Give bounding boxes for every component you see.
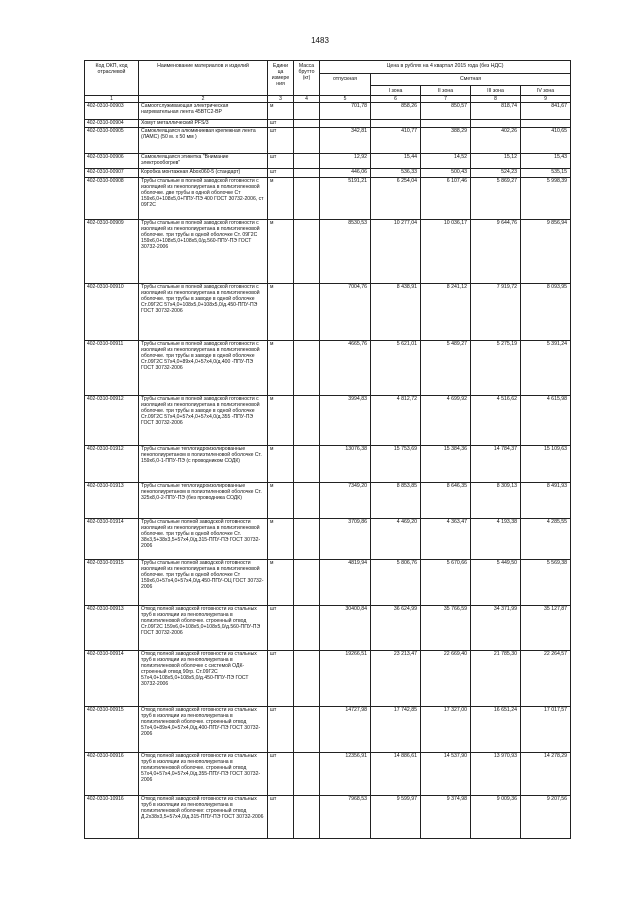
row-zone-1-price: 4 469,20 [371, 519, 421, 560]
row-zone-2-price: 10 036,17 [421, 220, 471, 284]
row-unit: шт [268, 606, 294, 651]
row-code: 402-0310-00912 [85, 396, 139, 446]
column-index: 4 [294, 96, 320, 103]
row-mass [294, 178, 320, 220]
row-release-price: 12356,91 [320, 753, 371, 796]
row-unit: м [268, 178, 294, 220]
row-zone-2-price: 35 766,59 [421, 606, 471, 651]
row-name: Отвод полной заводской готовности из стальных труб в изоляции из пенополиуретана в полиэтиленовой оболочке. строенный отвод Ст.09Г2С 159х6,0+108х5,0+108х5,0/д.560-ППУ-ПЭ ГОСТ 30732-2006 [139, 606, 268, 651]
row-zone-4-price: 5 998,39 [521, 178, 571, 220]
row-zone-3-price: 34 371,99 [471, 606, 521, 651]
row-code: 402-0310-00910 [85, 284, 139, 341]
row-zone-1-price: 8 853,85 [371, 483, 421, 519]
row-zone-2-price: 9 374,98 [421, 796, 471, 839]
table-row [85, 753, 571, 796]
row-name: Трубы стальные в полной заводской готовности с изоляцией из пенополиуретана в полиэтиленовой оболочке. две трубы в одной оболочке Ст 159х6,0+108х5,0+ППУ-ПЭ 400 ГОСТ 30732-2006, ст 09Г2С [139, 178, 268, 220]
price-table [84, 60, 571, 839]
row-name: Трубы стальные теплогидроизолированные пенополиуретаном в полиэтиленовой оболочке Ст. 159х6,0-1-ППУ-ПЭ (с проводником СОДК) [139, 446, 268, 483]
row-zone-2-price: 14 537,90 [421, 753, 471, 796]
row-zone-2-price: 4 699,92 [421, 396, 471, 446]
header-row-1 [85, 61, 571, 74]
row-zone-1-price: 4 812,72 [371, 396, 421, 446]
row-mass [294, 154, 320, 169]
row-zone-3-price: 524,23 [471, 169, 521, 178]
row-release-price: 701,78 [320, 103, 371, 120]
row-release-price: 13076,38 [320, 446, 371, 483]
row-name: Трубы стальные в полной заводской готовности с изоляцией из пенополиуретана в полиэтиленовой оболочке. три трубы в заводе в одной оболочке Ст.09Г2С 57х4,0+57х4,0+57х4,0/д.355 -ППУ-ПЭ ГОСТ 30732-2006 [139, 396, 268, 446]
row-unit: шт [268, 753, 294, 796]
row-zone-1-price: 858,26 [371, 103, 421, 120]
row-unit: шт [268, 651, 294, 707]
row-zone-4-price: 8 093,95 [521, 284, 571, 341]
row-name: Трубы стальные полной заводской готовности изоляцией из пенополиуретана в полиэтиленовой оболочке. три трубы в одной оболочке Ст 159х6,0+57х4,0+57х4,0/д.450-ППУ-ОЦ ГОСТ 30732-2006 [139, 560, 268, 606]
row-zone-3-price: 13 970,93 [471, 753, 521, 796]
row-mass [294, 446, 320, 483]
row-release-price: 7004,76 [320, 284, 371, 341]
row-zone-2-price: 22 669,40 [421, 651, 471, 707]
row-zone-3-price: 14 784,37 [471, 446, 521, 483]
row-code: 402-0310-00909 [85, 220, 139, 284]
row-code: 402-0310-00913 [85, 606, 139, 651]
row-unit: шт [268, 707, 294, 753]
row-unit: м [268, 483, 294, 519]
row-zone-2-price: 388,29 [421, 128, 471, 154]
table-row [85, 606, 571, 651]
row-code: 402-0310-00911 [85, 341, 139, 396]
row-name: Самоотслуживающая электрическая нагревательная лента 45ВТС2-ВР [139, 103, 268, 120]
row-release-price: 30400,84 [320, 606, 371, 651]
table-row [85, 178, 571, 220]
row-zone-4-price [521, 120, 571, 128]
row-name: Трубы стальные в полной заводской готовности с изоляцией из пенополиуретана в полиэтиленовой оболочке. три трубы в заводе в одной оболочке Ст.09Г2С 57х4,0+108х5,0+108х5,0/д.450-ППУ-ПЭ ГОСТ 30732-2006 [139, 284, 268, 341]
header-name: Наименование материалов и изделий [139, 61, 268, 96]
row-zone-3-price: 9 009,36 [471, 796, 521, 839]
row-code: 402-0310-00903 [85, 103, 139, 120]
header-zone-3: III зона [471, 86, 521, 96]
row-zone-1-price: 14 886,61 [371, 753, 421, 796]
row-name: Отвод полной заводской готовности из стальных труб в изоляции из пенополиуретана в полиэтиленовой оболочке. строенный отвод 57х4,0+89х4,0+57х4,0/д.400-ППУ-ПЭ ГОСТ 30732-2006 [139, 707, 268, 753]
header-zone-4: IV зона [521, 86, 571, 96]
row-name: Отвод полной заводской готовности из стальных труб в изоляции из пенополиуретана в полиэтиленовой оболочке: строенный отвод Д.2х38х3,5+57х4,0/д.315-ППУ-ПЭ ГОСТ 30732-2006 [139, 796, 268, 839]
row-zone-1-price: 23 213,47 [371, 651, 421, 707]
row-zone-4-price: 15,43 [521, 154, 571, 169]
column-index: 3 [268, 96, 294, 103]
row-mass [294, 519, 320, 560]
row-zone-3-price: 15,12 [471, 154, 521, 169]
table-body [85, 103, 571, 839]
column-index: 6 [371, 96, 421, 103]
row-release-price: 3994,83 [320, 396, 371, 446]
row-mass [294, 120, 320, 128]
table-row [85, 128, 571, 154]
table-row [85, 220, 571, 284]
row-code: 402-0310-01914 [85, 519, 139, 560]
table-row [85, 446, 571, 483]
row-zone-3-price: 4 516,62 [471, 396, 521, 446]
table-row [85, 651, 571, 707]
row-zone-3-price: 4 193,38 [471, 519, 521, 560]
row-mass [294, 396, 320, 446]
row-code: 402-0310-00915 [85, 707, 139, 753]
row-release-price: 19266,51 [320, 651, 371, 707]
row-mass [294, 220, 320, 284]
row-release-price: 14727,98 [320, 707, 371, 753]
row-zone-1-price: 15,44 [371, 154, 421, 169]
row-zone-4-price: 4 615,98 [521, 396, 571, 446]
table-row [85, 154, 571, 169]
row-zone-2-price: 4 363,47 [421, 519, 471, 560]
row-unit: шт [268, 154, 294, 169]
row-mass [294, 560, 320, 606]
row-zone-3-price: 5 449,50 [471, 560, 521, 606]
row-zone-4-price: 9 207,56 [521, 796, 571, 839]
table-row [85, 519, 571, 560]
table-row [85, 396, 571, 446]
row-mass [294, 651, 320, 707]
row-zone-2-price: 6 107,46 [421, 178, 471, 220]
row-code: 402-0310-01915 [85, 560, 139, 606]
row-name: Трубы стальные в полной заводской готовности с изоляцией из пенополиуретана в полиэтиленовой оболочке. три трубы в одной оболочке Ст. 09Г2С 159х6,0+108х5,0+108х5,0/д.560-ППУ-ПЭ ГОСТ 30732-2006 [139, 220, 268, 284]
row-zone-3-price: 402,26 [471, 128, 521, 154]
table-row [85, 560, 571, 606]
row-zone-4-price: 15 109,63 [521, 446, 571, 483]
header-code: Код ОКП, код отраслевой [85, 61, 139, 96]
row-zone-4-price: 5 391,24 [521, 341, 571, 396]
row-unit: шт [268, 120, 294, 128]
row-zone-3-price [471, 120, 521, 128]
row-zone-3-price: 5 275,19 [471, 341, 521, 396]
row-zone-3-price: 8 309,13 [471, 483, 521, 519]
row-release-price: 446,06 [320, 169, 371, 178]
row-zone-2-price: 15 384,36 [421, 446, 471, 483]
column-index: 8 [471, 96, 521, 103]
row-zone-1-price: 15 753,69 [371, 446, 421, 483]
column-index: 7 [421, 96, 471, 103]
row-release-price: 8530,53 [320, 220, 371, 284]
row-zone-1-price: 9 599,97 [371, 796, 421, 839]
row-zone-4-price: 9 856,94 [521, 220, 571, 284]
table-row [85, 796, 571, 839]
row-zone-1-price: 8 438,91 [371, 284, 421, 341]
row-zone-4-price: 841,67 [521, 103, 571, 120]
header-unit: Едини ца измере ния [268, 61, 294, 96]
row-zone-1-price: 5 621,01 [371, 341, 421, 396]
row-zone-4-price: 22 264,57 [521, 651, 571, 707]
column-index-row [85, 96, 571, 103]
row-unit: м [268, 103, 294, 120]
page-number: 1483 [311, 36, 329, 45]
column-index: 5 [320, 96, 371, 103]
table-row [85, 341, 571, 396]
row-zone-4-price: 4 285,55 [521, 519, 571, 560]
row-zone-3-price: 818,74 [471, 103, 521, 120]
row-zone-3-price: 16 651,24 [471, 707, 521, 753]
row-name: Самоклеящаяся этикетка "Внимание электрообогрев" [139, 154, 268, 169]
row-zone-4-price: 8 491,93 [521, 483, 571, 519]
row-code: 402-0310-00916 [85, 753, 139, 796]
row-name: Хомут металлический PFS/3 [139, 120, 268, 128]
row-release-price: 4665,76 [320, 341, 371, 396]
row-zone-2-price [421, 120, 471, 128]
row-unit: м [268, 560, 294, 606]
row-mass [294, 796, 320, 839]
row-mass [294, 606, 320, 651]
row-name: Отвод полной заводской готовности из стальных труб в изоляции из пенополиуретана в полиэтиленовой оболочке с системой ОДК-строенный отвод 90гр. Ст.09Г2С 57х4,0+108х5,0+108х5,0/д.450-ППУ-ПЭ ГОСТ 30732-2006 [139, 651, 268, 707]
row-name: Трубы стальные полной заводской готовности изоляцией из пенополиуретана в полиэтиленовой оболочке. три трубы в одной оболочке Ст. 38х3,5+38х3,5+57х4,0/д.315-ППУ-ПЭ ГОСТ 30732-2006 [139, 519, 268, 560]
header-mass: Масса брутто (кг) [294, 61, 320, 96]
row-zone-2-price: 17 327,00 [421, 707, 471, 753]
row-code: 402-0310-00905 [85, 128, 139, 154]
row-release-price: 4819,94 [320, 560, 371, 606]
row-zone-4-price: 35 127,87 [521, 606, 571, 651]
table-row [85, 483, 571, 519]
row-zone-1-price: 36 624,99 [371, 606, 421, 651]
header-zone-2: II зона [421, 86, 471, 96]
row-mass [294, 284, 320, 341]
row-zone-2-price: 850,57 [421, 103, 471, 120]
table-row [85, 120, 571, 128]
row-name: Самоклеящаяся алюминиевая крепежная лента (ЛАМС) (50 м. х 50 мм ) [139, 128, 268, 154]
row-zone-1-price: 6 254,04 [371, 178, 421, 220]
row-mass [294, 128, 320, 154]
row-release-price: 7349,20 [320, 483, 371, 519]
row-unit: м [268, 446, 294, 483]
row-zone-2-price: 8 646,35 [421, 483, 471, 519]
row-name: Трубы стальные теплогидроизолированные пенополиуретаном в полиэтиленовой оболочке Ст. 325х8,0-2-ППУ-ПЭ (без проводника СОДК) [139, 483, 268, 519]
row-zone-2-price: 5 489,27 [421, 341, 471, 396]
row-code: 402-0310-10916 [85, 796, 139, 839]
row-name: Отвод полной заводской готовности из стальных труб в изоляции из пенополиуретана в полиэтиленовой оболочке. строенный отвод 57х4,0+57х4,0+57х4,0/д.355-ППУ-ПЭ ГОСТ 30732-2006 [139, 753, 268, 796]
row-code: 402-0310-00907 [85, 169, 139, 178]
row-code: 402-0310-00914 [85, 651, 139, 707]
row-unit: м [268, 220, 294, 284]
row-release-price: 12,92 [320, 154, 371, 169]
row-code: 402-0310-01913 [85, 483, 139, 519]
row-zone-2-price: 14,52 [421, 154, 471, 169]
row-zone-3-price: 21 785,30 [471, 651, 521, 707]
row-unit: шт [268, 128, 294, 154]
row-name: Коробка монтажная Abox060-5 (стандарт) [139, 169, 268, 178]
row-mass [294, 341, 320, 396]
row-mass [294, 483, 320, 519]
row-mass [294, 753, 320, 796]
row-zone-1-price: 410,77 [371, 128, 421, 154]
row-unit: м [268, 519, 294, 560]
row-zone-4-price: 535,15 [521, 169, 571, 178]
row-zone-1-price: 5 806,76 [371, 560, 421, 606]
row-release-price: 3709,86 [320, 519, 371, 560]
header-price-group: Цена в рублях на 4 квартал 2015 года (без НДС) [320, 61, 571, 74]
row-release-price: 5191,21 [320, 178, 371, 220]
row-mass [294, 707, 320, 753]
column-index: 9 [521, 96, 571, 103]
row-code: 402-0310-00906 [85, 154, 139, 169]
header-zone-1: I зона [371, 86, 421, 96]
row-unit: м [268, 341, 294, 396]
row-zone-4-price: 17 017,57 [521, 707, 571, 753]
table-row [85, 707, 571, 753]
table-row [85, 103, 571, 120]
row-release-price [320, 120, 371, 128]
row-mass [294, 103, 320, 120]
row-unit: м [268, 396, 294, 446]
row-code: 402-0310-01912 [85, 446, 139, 483]
row-zone-2-price: 500,43 [421, 169, 471, 178]
header-estimate: Сметная [371, 74, 571, 86]
row-zone-2-price: 8 241,12 [421, 284, 471, 341]
row-zone-1-price [371, 120, 421, 128]
row-zone-4-price: 410,65 [521, 128, 571, 154]
header-release: отпускная [320, 74, 371, 96]
row-code: 402-0310-00904 [85, 120, 139, 128]
column-index: 1 [85, 96, 139, 103]
table-row [85, 284, 571, 341]
row-zone-3-price: 5 869,27 [471, 178, 521, 220]
row-unit: шт [268, 796, 294, 839]
column-index: 2 [139, 96, 268, 103]
row-zone-4-price: 5 569,38 [521, 560, 571, 606]
row-zone-3-price: 9 644,76 [471, 220, 521, 284]
row-zone-1-price: 17 742,85 [371, 707, 421, 753]
row-unit: шт [268, 169, 294, 178]
row-release-price: 7968,53 [320, 796, 371, 839]
row-zone-1-price: 10 277,04 [371, 220, 421, 284]
table-row [85, 169, 571, 178]
row-name: Трубы стальные в полной заводской готовности с изоляцией из пенополиуретана в полиэтиленовой оболочке. три трубы в заводе в одной оболочке Ст.09Г2С 57х4,0+89х4,0+57х4,0/д.400 -ППУ-ПЭ ГОСТ 30732-2006 [139, 341, 268, 396]
row-zone-1-price: 536,33 [371, 169, 421, 178]
row-mass [294, 169, 320, 178]
row-zone-4-price: 14 278,29 [521, 753, 571, 796]
row-unit: м [268, 284, 294, 341]
row-zone-2-price: 5 670,66 [421, 560, 471, 606]
row-code: 402-0310-00908 [85, 178, 139, 220]
row-zone-3-price: 7 919,72 [471, 284, 521, 341]
row-release-price: 342,81 [320, 128, 371, 154]
